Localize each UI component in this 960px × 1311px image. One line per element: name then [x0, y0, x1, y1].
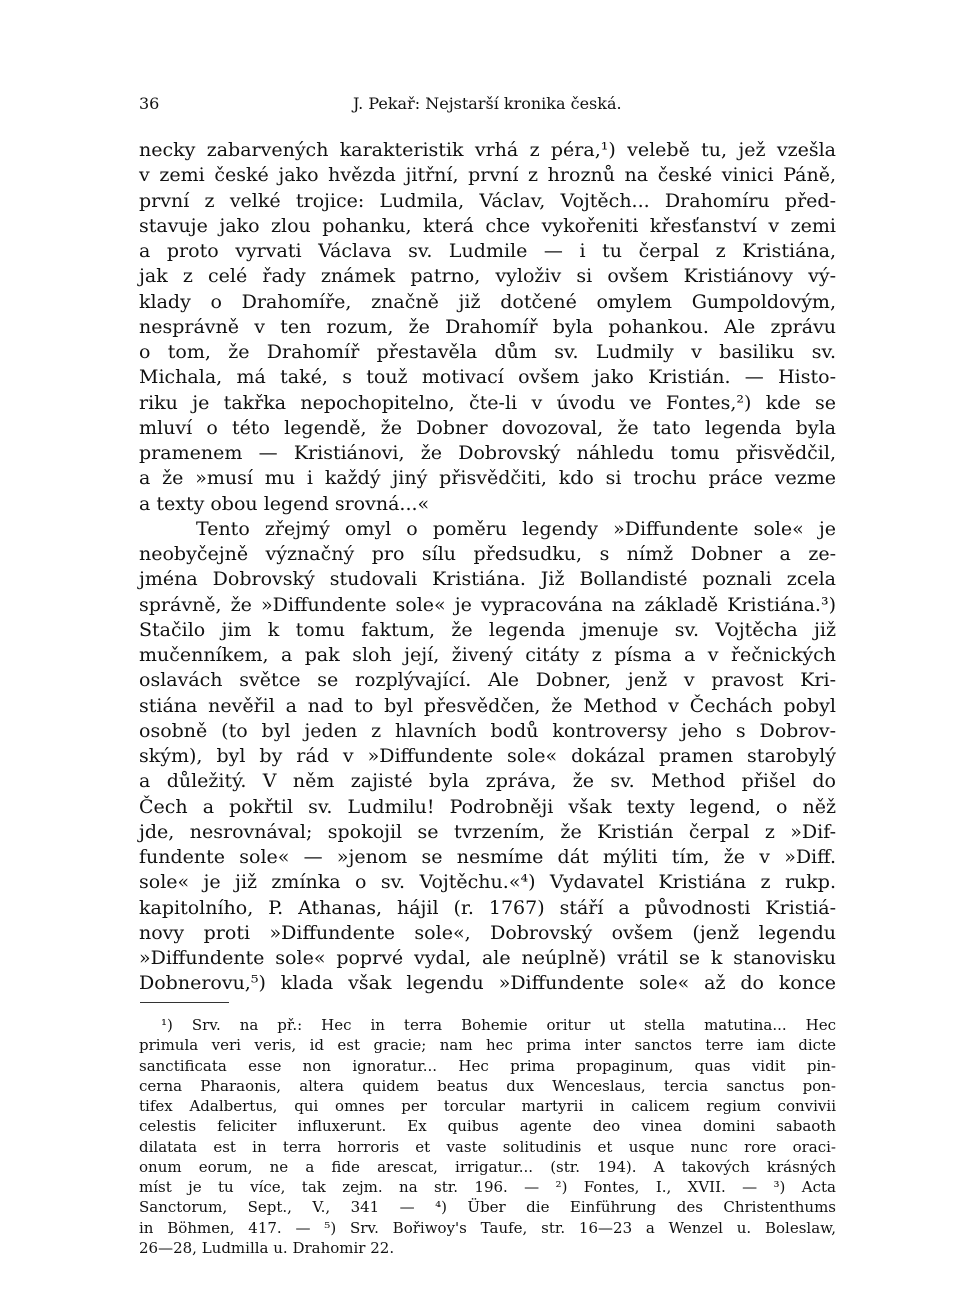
text-line: první z velké trojice: Ludmila, Václav, Vojtěch... Drahomíru před- — [139, 189, 836, 212]
footnote-line: Sanctorum, Sept., V., 341 — ⁴) Über die Einführung des Christenthums — [139, 1198, 836, 1217]
text-line: a texty obou legend srovná...« — [139, 492, 430, 515]
text-line: klady o Drahomíře, značně již dotčené omylem Gumpoldovým, — [139, 290, 836, 313]
text-line: správně, že »Diffundente sole« je vypracována na základě Kristiána.³) — [139, 593, 836, 616]
text-line: kapitolního, P. Athanas, hájil (r. 1767) stáří a původnosti Kristiá- — [139, 896, 836, 919]
text-line: jména Dobrovský studovali Kristiána. Již Bollandisté poznali zcela — [139, 568, 836, 591]
text-line: stavuje jako zlou pohanku, která chce vykořeniti křesťanství v zemi — [139, 214, 836, 237]
page-header — [139, 94, 820, 118]
footnote-line: primula veri veris, id est gracie; nam hec prima inter sanctos terre iam dicte — [139, 1036, 836, 1055]
text-line: riku je takřka nepochopitelno, čte-li v úvodu ve Fontes,²) kde se — [139, 391, 836, 414]
footnote-line: cerna Pharaonis, altera quidem beatus dux Wenceslaus, tercia sanctus pon- — [139, 1076, 836, 1095]
paragraph-first-line: Tento zřejmý omyl o poměru legendy »Diffundente sole« je — [196, 517, 836, 540]
page-number: 36 — [139, 94, 160, 113]
text-line: a že »musí mu i každý jiný přisvědčiti, kdo si trochu práce vezme — [139, 467, 836, 490]
footnote-line: dilatata est in terra horroris et vaste solitudinis et usque nunc rore oraci- — [139, 1137, 836, 1156]
text-line: a důležitý. V něm zajisté byla zpráva, že sv. Method přišel do — [139, 770, 836, 793]
text-line: stiána nevěřil a nad to byl přesvědčen, že Method v Čechách pobyl — [139, 694, 836, 717]
footnote-line: míst je tu více, tak zejm. na str. 196. — ²) Fontes, I., XVII. — ³) Acta — [139, 1178, 836, 1196]
main-text — [139, 138, 836, 997]
text-line: pramenem — Kristiánovi, že Dobrovský náhledu tomu přisvědčil, — [139, 442, 836, 464]
footnote-line: onum eorum, ne a fide arescat, irrigatur... (str. 194). A takových krásných — [139, 1157, 836, 1176]
text-line: mučenníkem, a pak sloh její, živený citáty z písma a v řečnických — [139, 644, 836, 666]
text-line: o tom, že Drahomíř přestavěla dům sv. Ludmily v basiliku sv. — [139, 341, 836, 363]
running-title: J. Pekař: Nejstarší kronika česká. — [353, 94, 622, 113]
text-line: Čech a pokřtil sv. Ludmilu! Podrobněji však texty legend, o něž — [139, 795, 836, 818]
footnote-line: tifex Adalbertus, qui omnes per torcular martyrii in calicem regium convivii — [139, 1097, 836, 1115]
text-line: a proto vyrvati Václava sv. Ludmile — i tu čerpal z Kristiána, — [139, 240, 836, 262]
text-line: jde, nesrovnával; spokojil se tvrzením, že Kristián čerpal z »Dif- — [139, 820, 836, 843]
text-line: sole« je již zmínka o sv. Vojtěchu.«⁴) Vydavatel Kristiána z rukp. — [139, 871, 836, 894]
footnote-line: celestis feliciter influxerunt. Ex quibus agente deo vinea domini sabaoth — [139, 1117, 836, 1136]
text-line: ským), byl by rád v »Diffundente sole« dokázal pramen starobylý — [139, 745, 836, 767]
text-line: mluví o této legendě, že Dobner dovozoval, že tato legenda byla — [139, 416, 836, 439]
text-line: Dobnerovu,⁵) klada však legendu »Diffundente sole« až do konce — [139, 972, 836, 995]
footnotes — [139, 1015, 836, 1258]
text-line: Stačilo jim k tomu faktum, že legenda jmenuje sv. Vojtěcha již — [139, 618, 836, 641]
text-line: osobně (to byl jeden z hlavních bodů kontroversy jeho s Dobrov- — [139, 719, 836, 742]
footnote-line: in Böhmen, 417. — ⁵) Srv. Bořiwoy's Taufe, str. 16—23 a Wenzel u. Boleslaw, — [139, 1218, 836, 1237]
text-line: neobyčejně význačný pro sílu předsudku, s nímž Dobner a ze- — [139, 543, 836, 565]
text-line: necky zabarvených karakteristik vrhá z péra,¹) velebě tu, jež vzešla — [139, 139, 836, 161]
text-line: »Diffundente sole« poprvé vydal, ale neúplně) vrátil se k stanovisku — [139, 947, 836, 969]
footnote-separator — [140, 1002, 229, 1003]
footnote-line: sanctificata esse non ignoratur... Hec prima propaginum, quas vidit pin- — [139, 1056, 836, 1075]
text-line: nesprávně v ten rozum, že Drahomíř byla pohankou. Ale zprávu — [139, 315, 836, 338]
footnote-line: ¹) Srv. na př.: Hec in terra Bohemie oritur ut stella matutina... Hec — [161, 1016, 836, 1034]
text-line: jak z celé řady známek patrno, vyloživ si ovšem Kristiánovy vý- — [139, 265, 836, 288]
text-line: Michala, má také, s touž motivací ovšem jako Kristián. — Histo- — [139, 366, 836, 389]
text-line: v zemi české jako hvězda jitřní, první z hroznů na české vinici Páně, — [139, 164, 836, 187]
text-line: fundente sole« — »jenom se nesmíme dát mýliti tím, že v »Diff. — [139, 846, 836, 868]
text-line: novy proti »Diffundente sole«, Dobrovský ovšem (jenž legendu — [139, 921, 836, 944]
footnote-line: 26—28, Ludmilla u. Drahomir 22. — [139, 1238, 395, 1257]
text-line: oslavách světce se rozplývající. Ale Dobner, jenž v pravost Kri- — [139, 669, 836, 692]
